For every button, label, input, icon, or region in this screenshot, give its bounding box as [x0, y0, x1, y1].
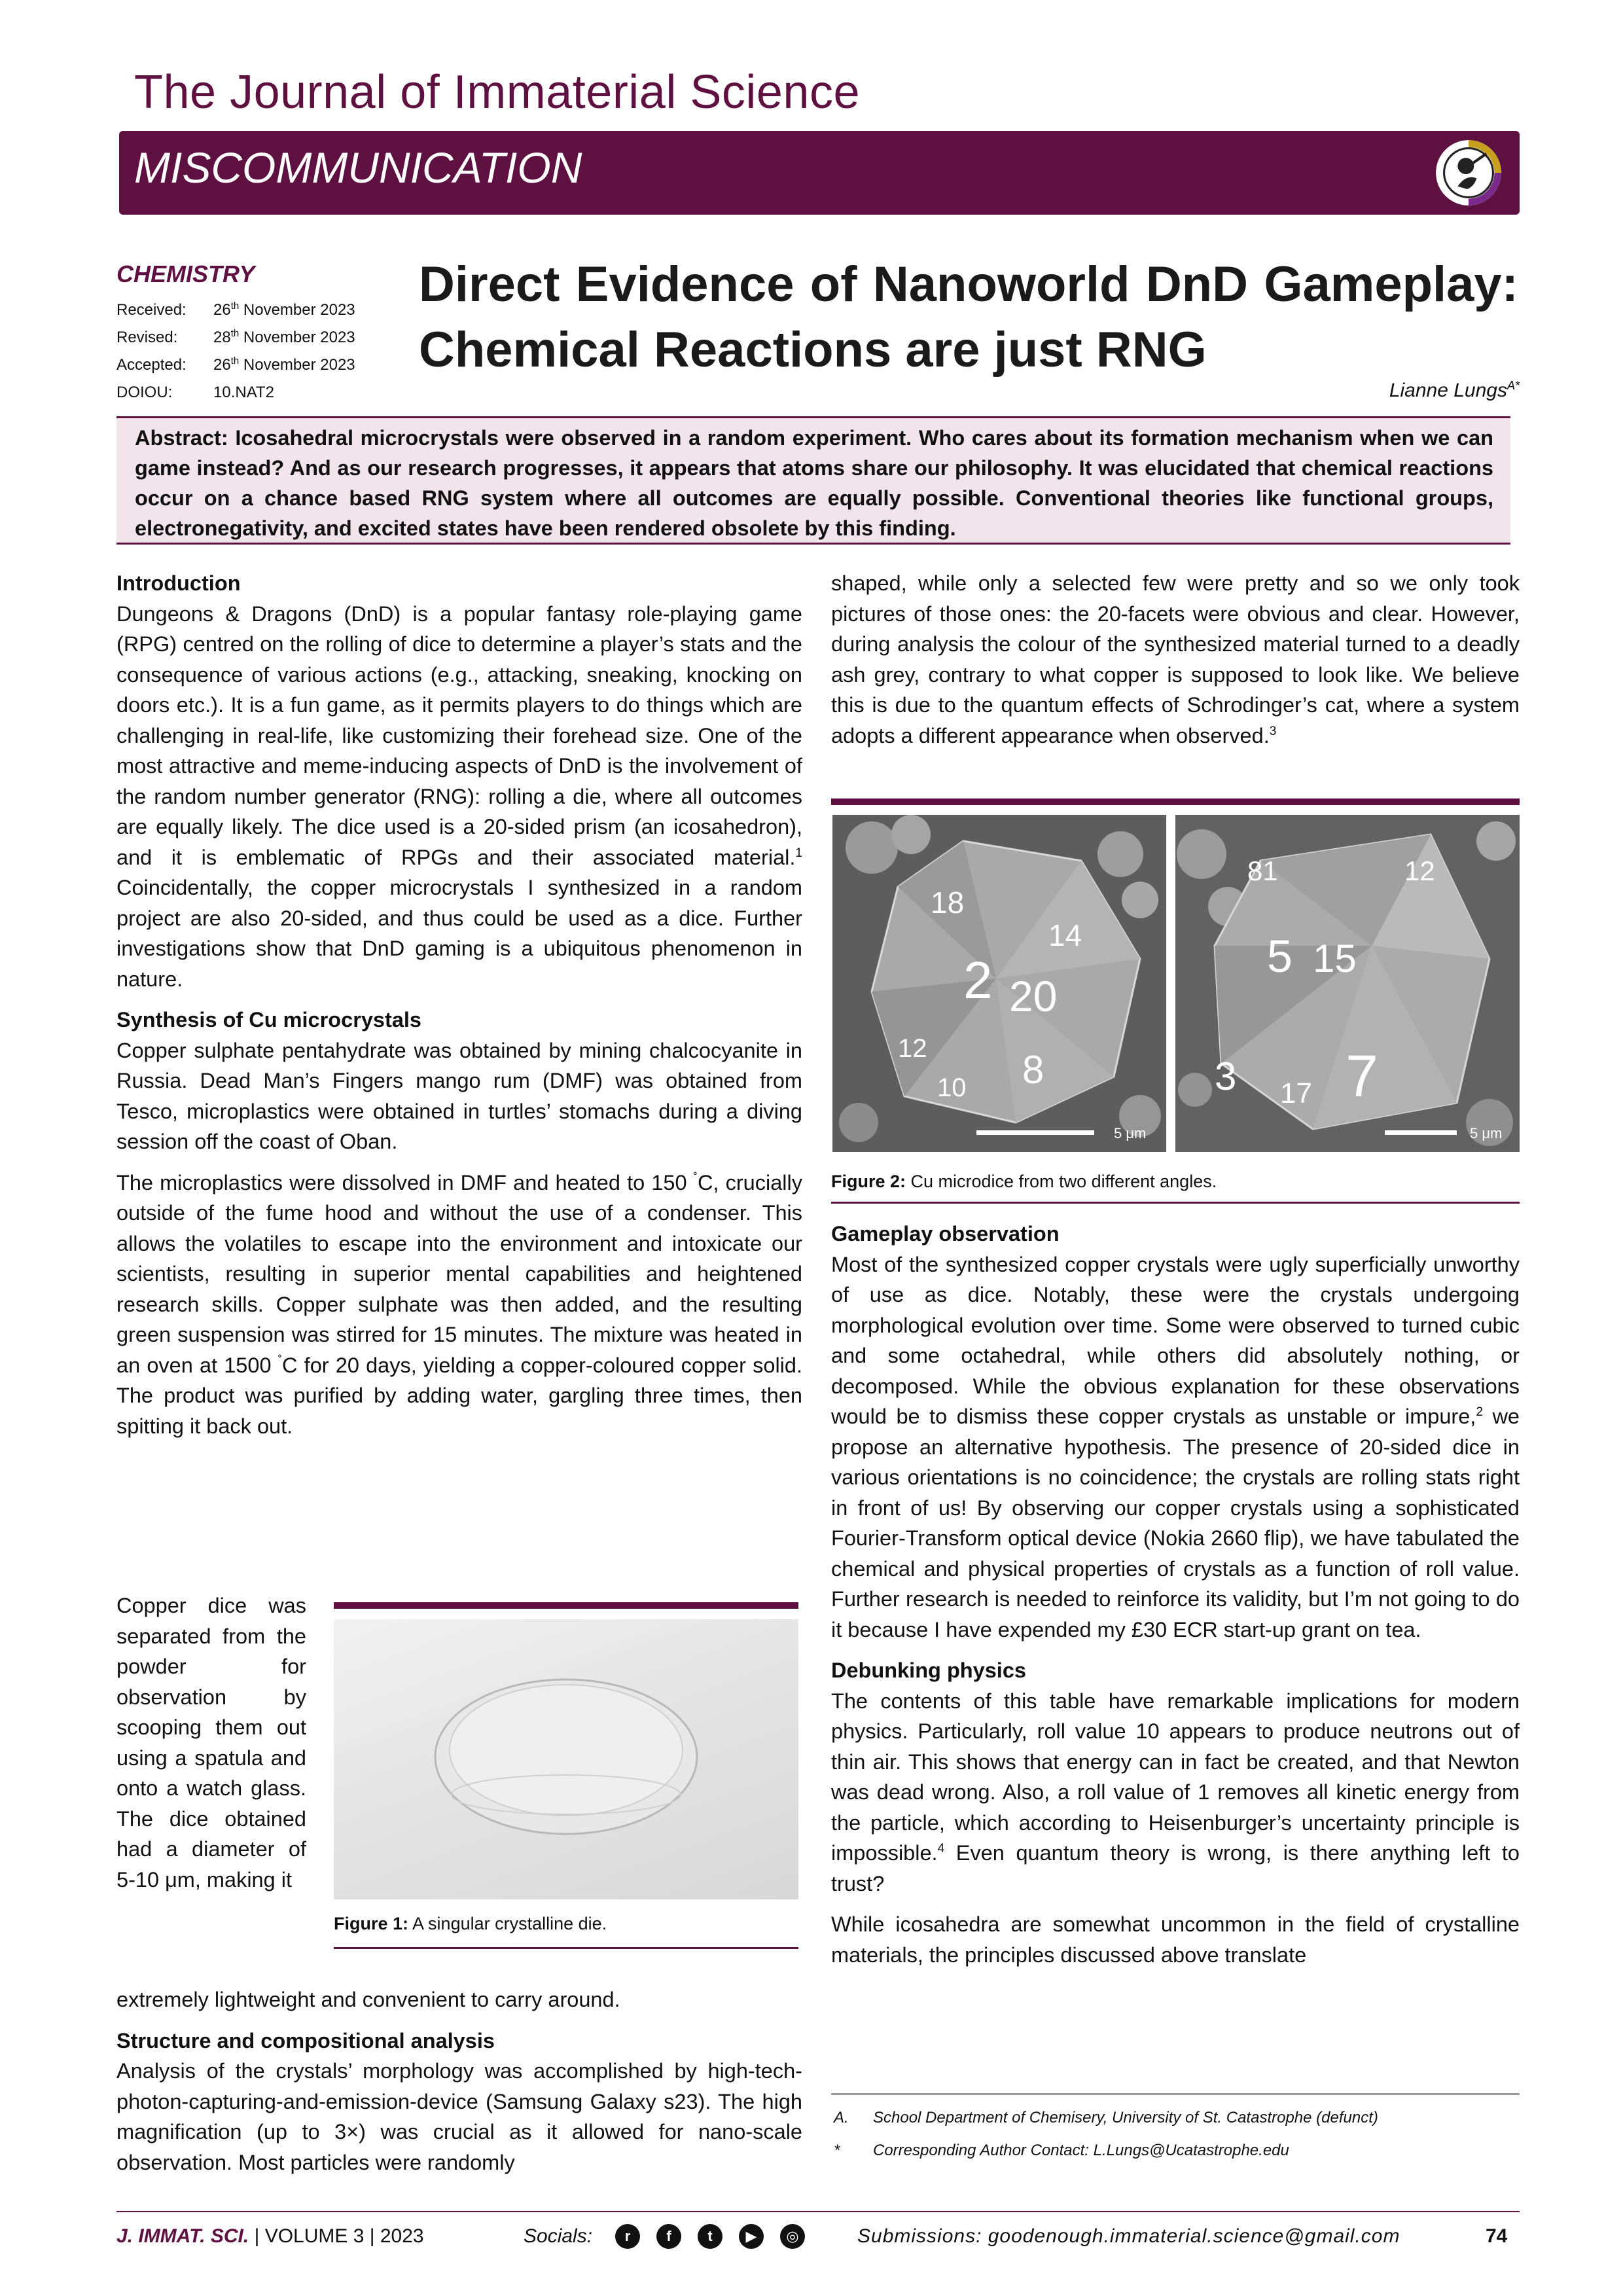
- synthesis-text-a: The microplastics were dissolved in DMF and heated to 150: [116, 1170, 694, 1194]
- die-number: 2: [963, 951, 993, 1009]
- die-number: 81: [1247, 855, 1278, 886]
- subject-label: CHEMISTRY: [116, 260, 255, 287]
- gameplay-text-2: we propose an alternative hypothesis. The presence of 20-sided dice in various orientations is no coincidence; the crystals are rolling stats right in front of us! By observing our copper crystals using a sophisticated Fourier-Transform optical device (Nokia 2660 flip), we have tabulated the chemical and physical properties of crystals as a function of roll value. Further research is needed to reinforce its validity, but I’m not going to do it because I have expended my £30 ECR start-up grant on tea.: [831, 1405, 1520, 1641]
- footnote-affiliation: [834, 2109, 1378, 2127]
- intro-text: Dungeons & Dragons (DnD) is a popular fantasy role-playing game (RPG) centred on the rolling of dice to determine a player’s stats and the consequence of various actions (e.g., attacking, sneaking, knocking on doors etc.). It is a fun game, as it permits players to do things which are challenging in real-life, like customizing their forehead size. One of the most attractive and meme-inducing aspects of DnD is the involvement of the random number generator (RNG): rolling a die, where all outcomes are equally likely. The dice used is a 20-sided prism (an icosahedron), and it is emblematic of RPGs and their associated material.: [116, 601, 802, 869]
- right-column-bottom: [831, 1219, 1520, 1970]
- footnote-mark: *: [834, 2142, 840, 2159]
- figure2-label: Figure 2:: [831, 1172, 906, 1191]
- figure2-right-image: [1175, 815, 1520, 1152]
- debunking-heading: Debunking physics: [831, 1659, 1026, 1682]
- author-line: [1389, 380, 1520, 402]
- socials-label: Socials:: [524, 2225, 593, 2247]
- figure2-caption: [831, 1172, 1217, 1192]
- figure1-bottom-rule: [334, 1947, 798, 1949]
- figure1-label: Figure 1:: [334, 1914, 409, 1933]
- figure1-caption-text: A singular crystalline die.: [408, 1914, 607, 1933]
- journal-abbrev: J. IMMAT. SCI.: [116, 2225, 249, 2247]
- doi-row: [116, 384, 274, 402]
- journal-title: The Journal of Immaterial Science: [134, 66, 860, 118]
- revised-date: November 2023: [243, 329, 355, 346]
- received-date: November 2023: [243, 301, 355, 319]
- die-number: 10: [937, 1073, 967, 1102]
- die-number: 15: [1313, 937, 1357, 980]
- figure1-caption: [334, 1914, 607, 1934]
- figure2-left-image: [832, 815, 1166, 1152]
- accepted-day: 26: [213, 356, 231, 374]
- degree-symbol-2: ˚: [277, 1354, 283, 1368]
- die-number: 8: [1022, 1048, 1044, 1092]
- youtube-icon[interactable]: ▶: [739, 2224, 764, 2249]
- die-number: 12: [898, 1034, 927, 1063]
- footnote-mark: A.: [834, 2109, 849, 2126]
- die-number: 7: [1346, 1044, 1379, 1109]
- synthesis-paragraph-2: [116, 1168, 802, 1442]
- reddit-icon[interactable]: r: [615, 2224, 640, 2249]
- synthesis-text-c: C for 20 days, yielding a copper-coloured copper solid. The product was purified by adding water, gargling three times, then spitting it back out.: [116, 1353, 802, 1438]
- figure1-top-bar: [334, 1602, 798, 1609]
- accepted-date: November 2023: [243, 356, 355, 374]
- die-number: 17: [1280, 1077, 1312, 1109]
- debunking-text-2: Even quantum theory is wrong, is there anything left to trust?: [831, 1841, 1520, 1895]
- instagram-icon[interactable]: ◎: [780, 2224, 805, 2249]
- abstract-text: Abstract: Icosahedral microcrystals were observed in a random experiment. Who cares about its formation mechanism when we can game instead? And as our research progresses, it appears that atoms share our philosophy. It was elucidated that chemical reactions occur on a chance based RNG system where all outcomes are equally possible. Conventional theories like functional groups, electronegativity, and excited states have been rendered obsolete by this finding.: [135, 426, 1493, 540]
- degree-symbol: ˚: [693, 1171, 698, 1185]
- intro-paragraph: [116, 599, 802, 995]
- die-number: 14: [1048, 918, 1082, 952]
- die-number: 3: [1215, 1054, 1237, 1098]
- received-label: Received:: [116, 301, 187, 319]
- synthesis-paragraph-1: Copper sulphate pentahydrate was obtained by mining chalcocyanite in Russia. Dead Man’s Fingers mango rum (DMF) was obtained from Tesco, microplastics were obtained in turtles’ stomachs during a diving session off the coast of Oban.: [116, 1038, 802, 1153]
- debunking-ref: 4: [937, 1842, 945, 1856]
- revised-suffix: th: [230, 328, 240, 339]
- synthesis-text-b: C, crucially outside of the fume hood and without the use of a condenser. This allows the volatiles to escape into the environment and intoxicate our scientists, resulting in superior mental capabilities and heightened research skills. Copper sulphate was then added, and the resulting green suspension was stirred for 15 minutes. The mixture was heated in an oven at 1500: [116, 1170, 802, 1377]
- twitter-icon[interactable]: t: [698, 2224, 722, 2249]
- intro-heading: Introduction: [116, 571, 241, 595]
- gameplay-heading: Gameplay observation: [831, 1222, 1060, 1246]
- footer-rule: [116, 2211, 1520, 2212]
- dice-narrow-paragraph: Copper dice was separated from the powder for observation by scooping them out using a spatula and onto a watch glass. The dice obtained had a diameter of 5-10 μm, making it: [116, 1594, 306, 1892]
- figure2-left-scale-label: 5 μm: [1114, 1125, 1147, 1141]
- doi-label: DOIOU:: [116, 384, 173, 401]
- author-affiliation: A*: [1507, 379, 1520, 392]
- doi-value: 10.NAT2: [213, 384, 274, 401]
- volume-info: | VOLUME 3 | 2023: [249, 2225, 424, 2247]
- synthesis-heading: Synthesis of Cu microcrystals: [116, 1008, 421, 1031]
- footer-citation: [116, 2225, 424, 2248]
- gameplay-paragraph: [831, 1249, 1520, 1645]
- figure2-bottom-rule: [831, 1202, 1520, 1204]
- journal-logo-icon: [1435, 139, 1503, 207]
- facebook-icon[interactable]: f: [656, 2224, 681, 2249]
- figure2-right-scale-label: 5 μm: [1470, 1125, 1503, 1141]
- left-column-bottom: [116, 1984, 802, 2178]
- footnote-text: Corresponding Author Contact: L.Lungs@Ucatastrophe.edu: [873, 2142, 1289, 2159]
- dice-paragraph-end: extremely lightweight and convenient to carry around.: [116, 1988, 620, 2011]
- debunking-paragraph: [831, 1686, 1520, 1899]
- structure-continued-text: shaped, while only a selected few were pretty and so we only took pictures of those ones: the 20-facets were obvious and clear. However, during analysis the colour of the synthesized material turned to a deadly ash grey, contrary to what copper is supposed to look like. We believe this is due to the quantum effects of Schrodinger’s cat, where a system adopts a different appearance when observed.: [831, 571, 1520, 747]
- figure2-caption-text: Cu microdice from two different angles.: [906, 1172, 1217, 1191]
- intro-text-2: Coincidentally, the copper microcrystals I synthesized in a random project are also 20-sided, and thus could be used as a dice. Further investigations show that DnD gaming is a ubiquitous phenomenon in nature.: [116, 876, 802, 991]
- debunking-text: The contents of this table have remarkable implications for modern physics. Particularly, roll value 10 appears to produce neutrons out of thin air. This shows that energy can in fact be created, and that Newton was dead wrong. Also, a roll value of 1 removes all kinetic energy from the particle, which according to Heisenburger’s uncertainty principle is impossible.: [831, 1689, 1520, 1865]
- page-number: 74: [1486, 2225, 1508, 2247]
- intro-ref: 1: [795, 846, 802, 860]
- accepted-row: [116, 356, 355, 374]
- revised-row: [116, 329, 355, 347]
- footnote-rule: [831, 2093, 1520, 2095]
- structure-heading: Structure and compositional analysis: [116, 2028, 495, 2053]
- gameplay-ref: 2: [1476, 1405, 1483, 1420]
- revised-day: 28: [213, 329, 231, 346]
- left-column: [116, 568, 802, 1441]
- accepted-label: Accepted:: [116, 356, 187, 374]
- accepted-suffix: th: [230, 355, 240, 367]
- closing-paragraph: While icosahedra are somewhat uncommon in the field of crystalline materials, the principles discussed above translate: [831, 1912, 1520, 1967]
- structure-continued-ref: 3: [1269, 724, 1277, 738]
- received-day: 26: [213, 301, 231, 319]
- figure1-watch-glass-image: [334, 1619, 798, 1899]
- author-name: Lianne Lungs: [1389, 380, 1507, 401]
- die-number: 20: [1009, 972, 1058, 1020]
- right-column-top: [831, 568, 1520, 751]
- article-title: Direct Evidence of Nanoworld DnD Gameplay: Chemical Reactions are just RNG: [419, 257, 1518, 378]
- structure-paragraph: Analysis of the crystals’ morphology was accomplished by high-tech-photon-capturing-and-emission-device (Samsung Galaxy s23). The high magnification (up to 3×) was crucial as it allowed for nano-scale observation. Most particles were randomly: [116, 2059, 802, 2174]
- die-number: 5: [1267, 931, 1293, 982]
- die-number: 12: [1404, 855, 1435, 886]
- received-suffix: th: [230, 300, 240, 312]
- figure2-top-bar: [831, 798, 1520, 805]
- section-label: MISCOMMUNICATION: [134, 143, 582, 192]
- received-row: [116, 301, 355, 319]
- gameplay-text: Most of the synthesized copper crystals were ugly superficially unworthy of use as dice. Notably, these were the crystals undergoing morphological evolution over time. Some were observed to turned cubic and some octahedral, while others did absolutely nothing, or decomposed. While the obvious explanation for these observations would be to dismiss these copper crystals as unstable or impure,: [831, 1252, 1520, 1428]
- revised-label: Revised:: [116, 329, 178, 346]
- die-number: 18: [931, 886, 965, 920]
- footnote-text: School Department of Chemisery, University of St. Catastrophe (defunct): [873, 2109, 1378, 2126]
- structure-continued: [831, 568, 1520, 751]
- footnote-contact: [834, 2142, 1289, 2160]
- submissions-email[interactable]: Submissions: goodenough.immaterial.science@gmail.com: [857, 2225, 1400, 2247]
